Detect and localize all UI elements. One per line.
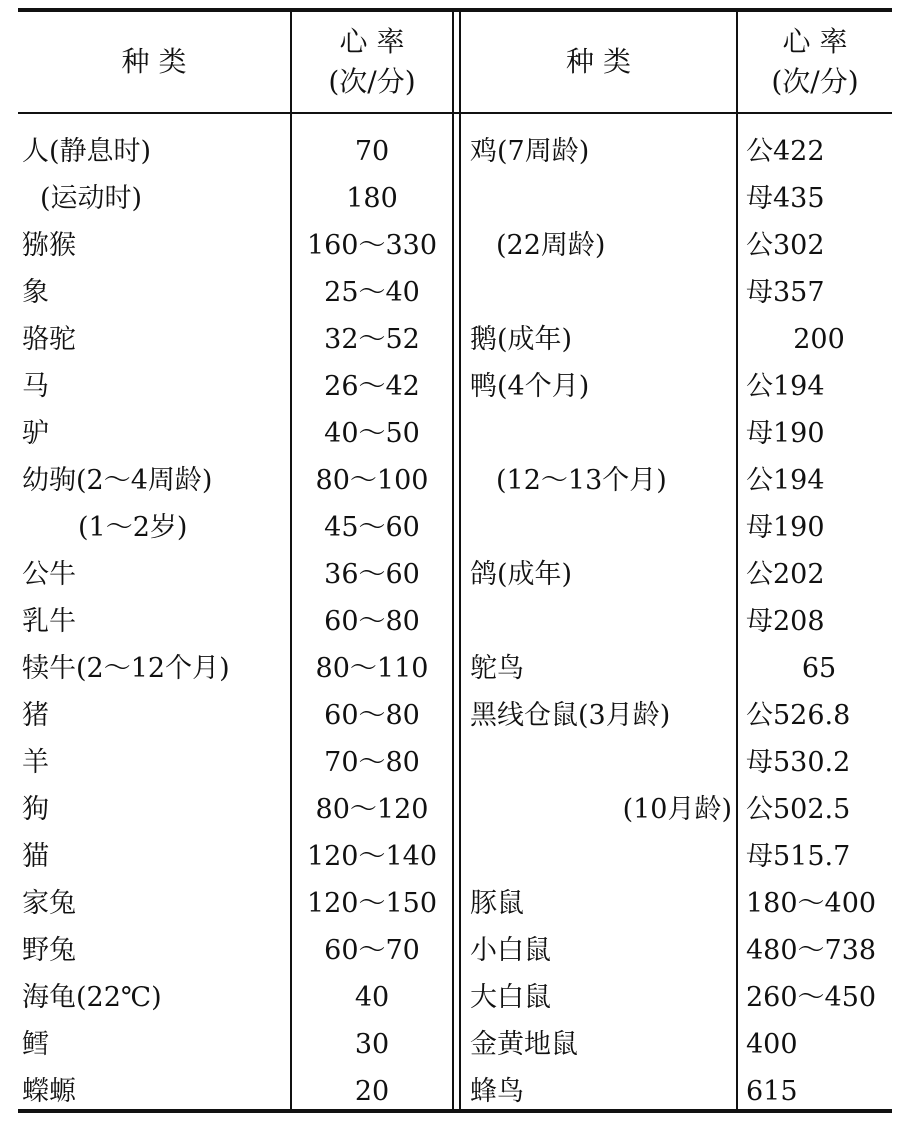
- species-cell-right: [470, 504, 732, 551]
- table-row: [18, 927, 892, 974]
- rate-cell-right: 母208: [746, 606, 825, 637]
- header-rate-right: [738, 12, 892, 112]
- species-cell-right: 鸵鸟: [470, 653, 524, 684]
- table-row: [18, 551, 892, 598]
- table-header: [18, 12, 892, 112]
- species-cell-right: [470, 410, 732, 457]
- rate-cell-left: 30: [354, 1029, 390, 1060]
- table-row: [18, 880, 892, 927]
- table-row: [18, 1068, 892, 1115]
- header-rate-line1: 心 率: [782, 25, 848, 58]
- species-cell-left: 猫: [22, 841, 49, 872]
- table-row: [18, 410, 892, 457]
- table-row: [18, 504, 892, 551]
- species-cell-left: 幼驹(2～4周龄): [22, 465, 213, 496]
- species-cell-left: 犊牛(2～12个月): [22, 653, 230, 684]
- table-row: [18, 128, 892, 175]
- rate-cell-right: 母435: [746, 183, 825, 214]
- species-cell-right: 豚鼠: [470, 888, 524, 919]
- header-species-text: 种 类: [566, 45, 631, 78]
- species-cell-right: 蜂鸟: [470, 1076, 524, 1107]
- rate-cell-left: 60～70: [324, 935, 420, 966]
- table-row: [18, 316, 892, 363]
- table-row: [18, 598, 892, 645]
- rate-cell-left: 60～80: [324, 606, 420, 637]
- rate-cell-right: 母515.7: [746, 841, 851, 872]
- species-cell-left: 猕猴: [22, 230, 76, 261]
- rate-cell-right: 公202: [746, 559, 825, 590]
- header-rate-line1: 心 率: [339, 25, 405, 58]
- rate-cell-left: 45～60: [324, 512, 420, 543]
- rate-cell-left: 80～120: [315, 794, 429, 825]
- species-cell-right: 鸽(成年): [470, 559, 573, 590]
- species-cell-right: [470, 739, 732, 786]
- species-cell-right: [470, 269, 732, 316]
- rate-cell-right: 615: [746, 1076, 798, 1107]
- table-row: [18, 692, 892, 739]
- species-cell-right: 黑线仓鼠(3月龄): [470, 700, 671, 731]
- table-row: [18, 739, 892, 786]
- rate-cell-right: 480～738: [746, 935, 877, 966]
- rate-cell-right: 65: [801, 653, 837, 684]
- rate-cell-left: 80～100: [315, 465, 429, 496]
- table-row: [18, 269, 892, 316]
- species-cell-left: 海龟(22℃): [22, 982, 162, 1013]
- species-cell-left: 公牛: [22, 559, 76, 590]
- header-species-right: [461, 12, 736, 112]
- header-rate-line2: (次/分): [328, 65, 416, 98]
- table-row: [18, 786, 892, 833]
- header-rate-left: [292, 12, 452, 112]
- header-species-text: 种 类: [121, 45, 187, 78]
- species-cell-left: 野兔: [22, 935, 76, 966]
- rate-cell-left: 120～150: [306, 888, 438, 919]
- species-cell-left: 骆驼: [22, 324, 76, 355]
- table-row: [18, 974, 892, 1021]
- species-cell-right: [470, 175, 732, 222]
- table-row: [18, 457, 892, 504]
- species-cell-right: 金黄地鼠: [470, 1029, 578, 1060]
- species-cell-left: 蠑螈: [22, 1076, 76, 1107]
- species-cell-right: (22周龄): [496, 230, 606, 261]
- species-cell-right: 鸭(4个月): [470, 371, 590, 402]
- species-cell-right: 小白鼠: [470, 935, 551, 966]
- table-body: [18, 128, 892, 1115]
- header-species-left: [18, 12, 290, 112]
- table-row: [18, 1021, 892, 1068]
- species-cell-right: 鹅(成年): [470, 324, 573, 355]
- species-cell-left: 鳕: [22, 1029, 49, 1060]
- species-cell-left: 家兔: [22, 888, 76, 919]
- rate-cell-left: 40～50: [324, 418, 420, 449]
- rate-cell-right: 200: [793, 324, 845, 355]
- rate-cell-left: 20: [354, 1076, 390, 1107]
- species-cell-right: 鸡(7周龄): [470, 136, 590, 167]
- rate-cell-right: 母190: [746, 418, 825, 449]
- table-row: [18, 222, 892, 269]
- rate-cell-right: 公194: [746, 465, 825, 496]
- species-cell-left: 驴: [22, 418, 49, 449]
- species-cell-right: [470, 598, 732, 645]
- header-rule: [18, 112, 892, 114]
- rate-cell-left: 60～80: [324, 700, 420, 731]
- species-cell-left: 乳牛: [22, 606, 76, 637]
- species-cell-right: (10月龄): [622, 794, 732, 825]
- species-cell-left: 狗: [22, 794, 49, 825]
- species-cell-left: (1～2岁): [78, 512, 188, 543]
- species-cell-right: (12～13个月): [496, 465, 667, 496]
- table-row: [18, 833, 892, 880]
- rate-cell-left: 180: [346, 183, 398, 214]
- table-row: [18, 175, 892, 222]
- rate-cell-right: 180～400: [746, 888, 877, 919]
- rate-cell-left: 70: [354, 136, 390, 167]
- rate-cell-left: 70～80: [324, 747, 420, 778]
- rate-cell-left: 36～60: [324, 559, 420, 590]
- table-row: [18, 363, 892, 410]
- table-row: [18, 645, 892, 692]
- species-cell-right: [470, 833, 732, 880]
- rate-cell-right: 母530.2: [746, 747, 851, 778]
- species-cell-left: 象: [22, 277, 49, 308]
- rate-cell-right: 400: [746, 1029, 798, 1060]
- header-rate-line2: (次/分): [771, 65, 859, 98]
- species-cell-left: 猪: [22, 700, 49, 731]
- rate-cell-right: 公194: [746, 371, 825, 402]
- species-cell-left: 人(静息时): [22, 136, 152, 167]
- rate-cell-right: 公526.8: [746, 700, 851, 731]
- species-cell-left: (运动时): [40, 183, 143, 214]
- rate-cell-left: 120～140: [306, 841, 438, 872]
- rate-cell-left: 160～330: [306, 230, 438, 261]
- rate-cell-right: 母357: [746, 277, 825, 308]
- rate-cell-right: 母190: [746, 512, 825, 543]
- species-cell-right: 大白鼠: [470, 982, 551, 1013]
- rate-cell-right: 公422: [746, 136, 825, 167]
- species-cell-left: 马: [22, 371, 49, 402]
- rate-cell-left: 26～42: [324, 371, 420, 402]
- rate-cell-right: 公502.5: [746, 794, 851, 825]
- rate-cell-right: 公302: [746, 230, 825, 261]
- rate-cell-left: 80～110: [315, 653, 429, 684]
- heart-rate-table: [18, 8, 892, 1113]
- species-cell-left: 羊: [22, 747, 49, 778]
- rate-cell-right: 260～450: [746, 982, 877, 1013]
- rate-cell-left: 25～40: [324, 277, 420, 308]
- rate-cell-left: 32～52: [324, 324, 420, 355]
- rate-cell-left: 40: [354, 982, 390, 1013]
